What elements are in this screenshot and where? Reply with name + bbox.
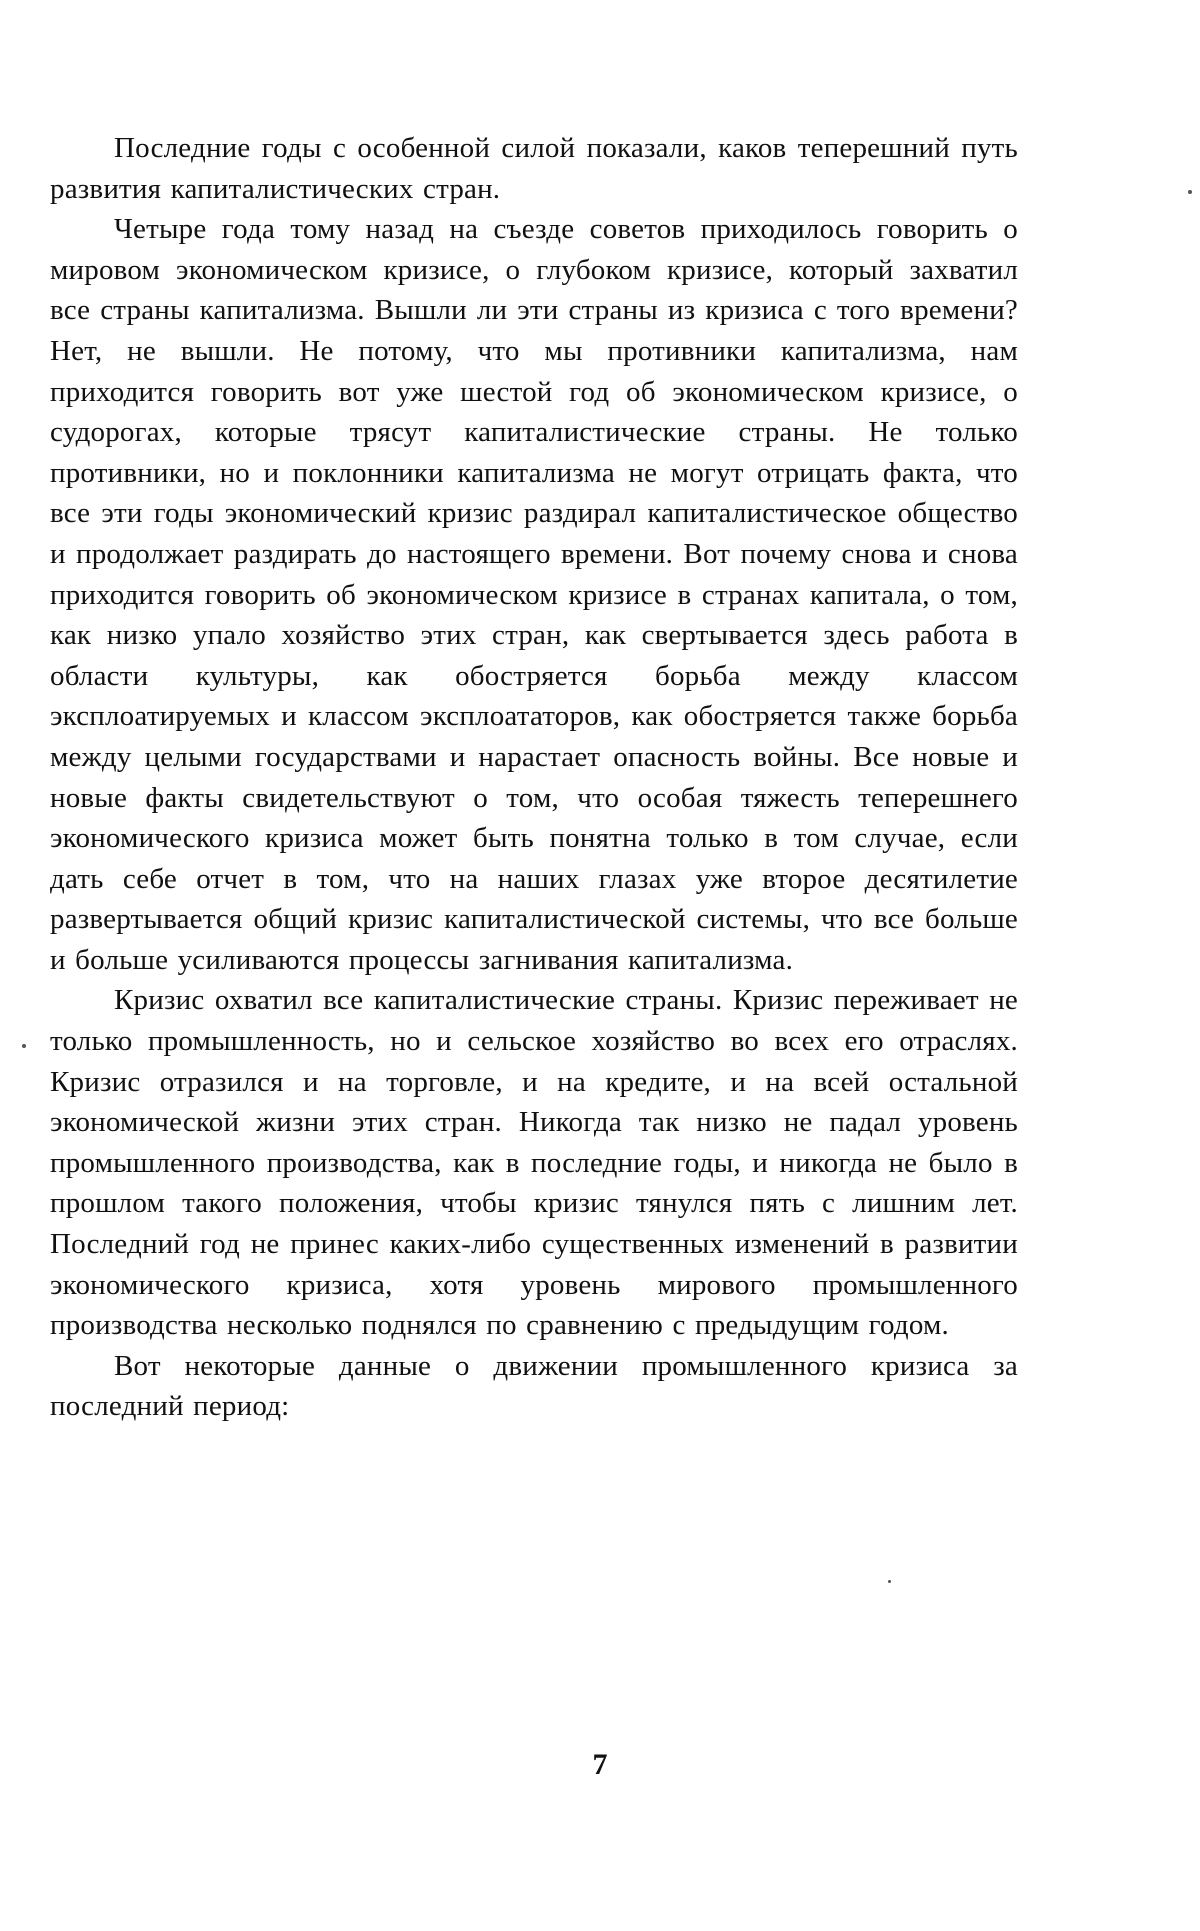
page-number: 7: [592, 1748, 608, 1781]
scan-speck: [1188, 190, 1192, 194]
paragraph-1: Последние годы с особенной силой показали, каков теперешний путь развития капиталистических стран.: [50, 132, 1018, 205]
scan-speck: [888, 1580, 891, 1583]
scan-speck: [22, 1044, 26, 1048]
paragraph-3: Кризис охватил все капиталистические страны. Кризис переживает не только промышленность, но и сельское хозяйство во всех его отраслях. Кризис отразился и на торговле, и на кредите, и на всей остальной экономической жизни этих стран. Никогда так низко не падал уровень промышленного производства, как в последние годы, и никогда не было в прошлом такого положения, чтобы кризис тянулся пять с лишним лет. Последний год не принес каких-либо существенных изменений в развитии экономического кризиса, хотя уровень мирового промышленного производства несколько поднялся по сравнению с предыдущим годом.: [50, 984, 1018, 1342]
paragraph-2: Четыре года тому назад на съезде советов приходилось говорить о мировом экономическом кризисе, о глубоком кризисе, который захватил все страны капитализма. Вышли ли эти страны из кризиса с того времени? Нет, не вышли. Не потому, что мы противники капитализма, нам приходится говорить вот уже шестой год об экономическом кризисе, о судорогах, которые трясут капиталистические страны. Не только противники, но и поклонники капитализма не могут отрицать факта, что все эти годы экономический кризис раздирал капиталистическое общество и продолжает раздирать до настоящего времени. Вот почему снова и снова приходится говорить об экономическом кризисе в странах капитала, о том, как низко упало хозяйство этих стран, как свертывается здесь работа в области культуры, как обостряется борьба между классом эксплоатируемых и классом эксплоататоров, как обостряется также борьба между целыми государствами и нарастает опасность войны. Все новые и новые факты свидетельствуют о том, что особая тяжесть теперешнего экономического кризиса может быть понятна только в том случае, если дать себе отчет в том, что на наших глазах уже второе десятилетие развертывается общий кризис капиталистической системы, что все больше и больше усиливаются процессы загнивания капитализма.: [50, 213, 1018, 976]
page-body-text: [50, 128, 1018, 1427]
paragraph-4: Вот некоторые данные о движении промышленного кризиса за последний период:: [50, 1349, 1018, 1423]
